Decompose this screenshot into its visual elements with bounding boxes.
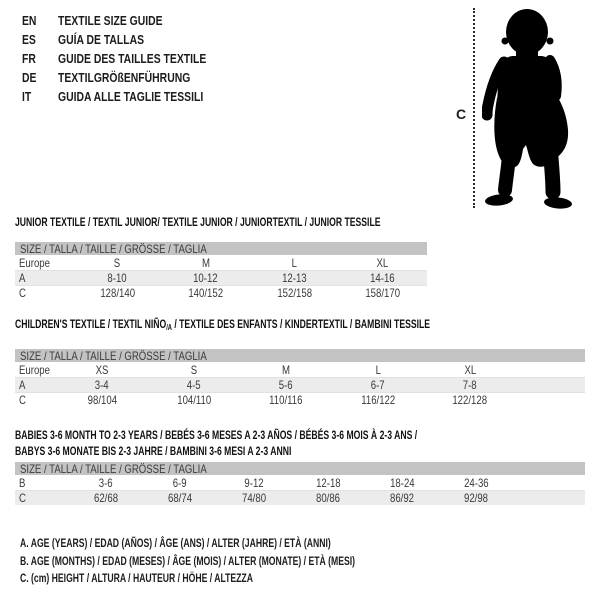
legend-line-c: C. (cm) HEIGHT / ALTURA / HAUTEUR / HÖHE / ALTEZZA <box>20 571 253 585</box>
size-header-bar: SIZE / TALLA / TAILLE / GRÖSSE / TAGLIA <box>15 349 585 362</box>
language-title: GUÍA DE TALLAS <box>58 32 145 47</box>
table-cell: XL <box>464 362 476 377</box>
table-cell: 3-4 <box>95 378 109 392</box>
row-label: A <box>19 271 26 285</box>
table-cell: 110/116 <box>269 393 303 407</box>
table-cell: 80/86 <box>315 491 341 505</box>
size-header-bar: SIZE / TALLA / TAILLE / GRÖSSE / TAGLIA <box>15 462 585 475</box>
table-cell: S <box>190 362 198 377</box>
language-title: GUIDE DES TAILLES TEXTILE <box>58 51 207 66</box>
table-cell: 6-9 <box>173 475 187 490</box>
language-code: ES <box>22 32 36 47</box>
language-title: TEXTILE SIZE GUIDE <box>58 13 163 28</box>
row-label: Europe <box>19 362 50 377</box>
row-label: B <box>19 475 26 490</box>
language-title: GUIDA ALLE TAGLIE TESSILI <box>58 89 204 104</box>
row-label: Europe <box>19 255 50 270</box>
language-row <box>22 68 243 87</box>
table-rows <box>15 255 427 300</box>
children-textile-table <box>15 318 585 407</box>
language-row <box>22 11 243 30</box>
table-cell: 98/104 <box>87 393 117 407</box>
table-cell: 122/128 <box>452 393 488 407</box>
language-row <box>22 30 243 49</box>
table-row <box>15 392 585 407</box>
table-cell: XL <box>376 255 389 270</box>
row-label: A <box>19 378 26 392</box>
table-cell: M <box>282 362 290 377</box>
table-title: CHILDREN'S TEXTILE / TEXTIL NIÑO/A / TEXTILE DES ENFANTS / KINDERTEXTIL / BAMBINI TESSILE <box>15 317 431 332</box>
table-cell: 74/80 <box>241 491 267 505</box>
table-cell: 4-5 <box>187 378 201 392</box>
table-row <box>15 270 427 285</box>
table-rows <box>15 475 585 505</box>
table-cell: 12-18 <box>315 475 341 490</box>
table-cell: 92/98 <box>463 491 489 505</box>
table-cell: 3-6 <box>99 475 113 490</box>
language-row <box>22 49 243 68</box>
table-cell: 5-6 <box>279 378 293 392</box>
baby-silhouette <box>482 8 578 212</box>
height-measure-line <box>473 8 475 208</box>
language-code: FR <box>22 51 36 66</box>
table-cell: S <box>114 255 121 270</box>
table-cell: 10-12 <box>193 271 219 285</box>
table-cell: 12-13 <box>281 271 307 285</box>
babies-textile-table <box>15 427 585 505</box>
table-row <box>15 490 585 505</box>
table-cell: 9-12 <box>244 475 264 490</box>
row-label: C <box>19 491 26 505</box>
table-row <box>15 475 585 490</box>
legend-line-b: B. AGE (MONTHS) / EDAD (MESES) / ÂGE (MOIS) / ALTER (MONATE) / ETÀ (MESI) <box>20 553 356 568</box>
legend-line-a: A. AGE (YEARS) / EDAD (AÑOS) / ÂGE (ANS) / ALTER (JAHRE) / ETÀ (ANNI) <box>20 536 331 550</box>
height-measure-label: C <box>456 106 467 122</box>
language-title: TEXTILGRÖßENFÜHRUNG <box>58 70 191 85</box>
language-code: EN <box>22 13 37 28</box>
language-code: DE <box>22 70 37 85</box>
subscript-text: /A <box>166 323 172 332</box>
table-cell: 7-8 <box>463 378 477 392</box>
table-title: BABIES 3-6 MONTH TO 2-3 YEARS / BEBÉS 3-6 MESES A 2-3 AÑOS / BÉBÉS 3-6 MOIS À 2-3 ANS / BABYS 3-6 MONATE BIS 2-3 JAHRE / BAMBINI 3-6 MESI A 2-3 ANNI <box>15 428 418 458</box>
language-code: IT <box>22 89 32 104</box>
table-cell: 152/158 <box>276 286 312 300</box>
table-row <box>15 285 427 300</box>
table-row <box>15 255 427 270</box>
table-cell: L <box>291 255 297 270</box>
language-row <box>22 87 243 106</box>
table-cell: 8-10 <box>107 271 127 285</box>
table-cell: 158/170 <box>365 286 401 300</box>
table-cell: 68/74 <box>167 491 193 505</box>
table-cell: XS <box>95 362 109 377</box>
row-label: C <box>19 393 26 407</box>
table-cell: 104/110 <box>177 393 211 407</box>
table-cell: 18-24 <box>389 475 415 490</box>
table-cell: M <box>201 255 210 270</box>
row-label: C <box>19 286 26 300</box>
table-title: JUNIOR TEXTILE / TEXTIL JUNIOR/ TEXTILE JUNIOR / JUNIORTEXTIL / JUNIOR TESSILE <box>15 215 381 229</box>
table-cell: 116/122 <box>361 393 395 407</box>
table-cell: 140/152 <box>188 286 224 300</box>
table-row <box>15 377 585 392</box>
table-rows <box>15 362 585 407</box>
measure-legend <box>20 536 485 589</box>
table-cell: 6-7 <box>371 378 385 392</box>
table-cell: 86/92 <box>389 491 415 505</box>
table-cell: L <box>375 362 381 377</box>
table-cell: 24-36 <box>463 475 489 490</box>
table-cell: 14-16 <box>370 271 396 285</box>
language-list <box>22 11 243 106</box>
table-row <box>15 362 585 377</box>
table-cell: 62/68 <box>93 491 119 505</box>
table-cell: 128/140 <box>99 286 135 300</box>
junior-textile-table <box>15 216 427 300</box>
size-header-bar: SIZE / TALLA / TAILLE / GRÖSSE / TAGLIA <box>15 242 427 255</box>
